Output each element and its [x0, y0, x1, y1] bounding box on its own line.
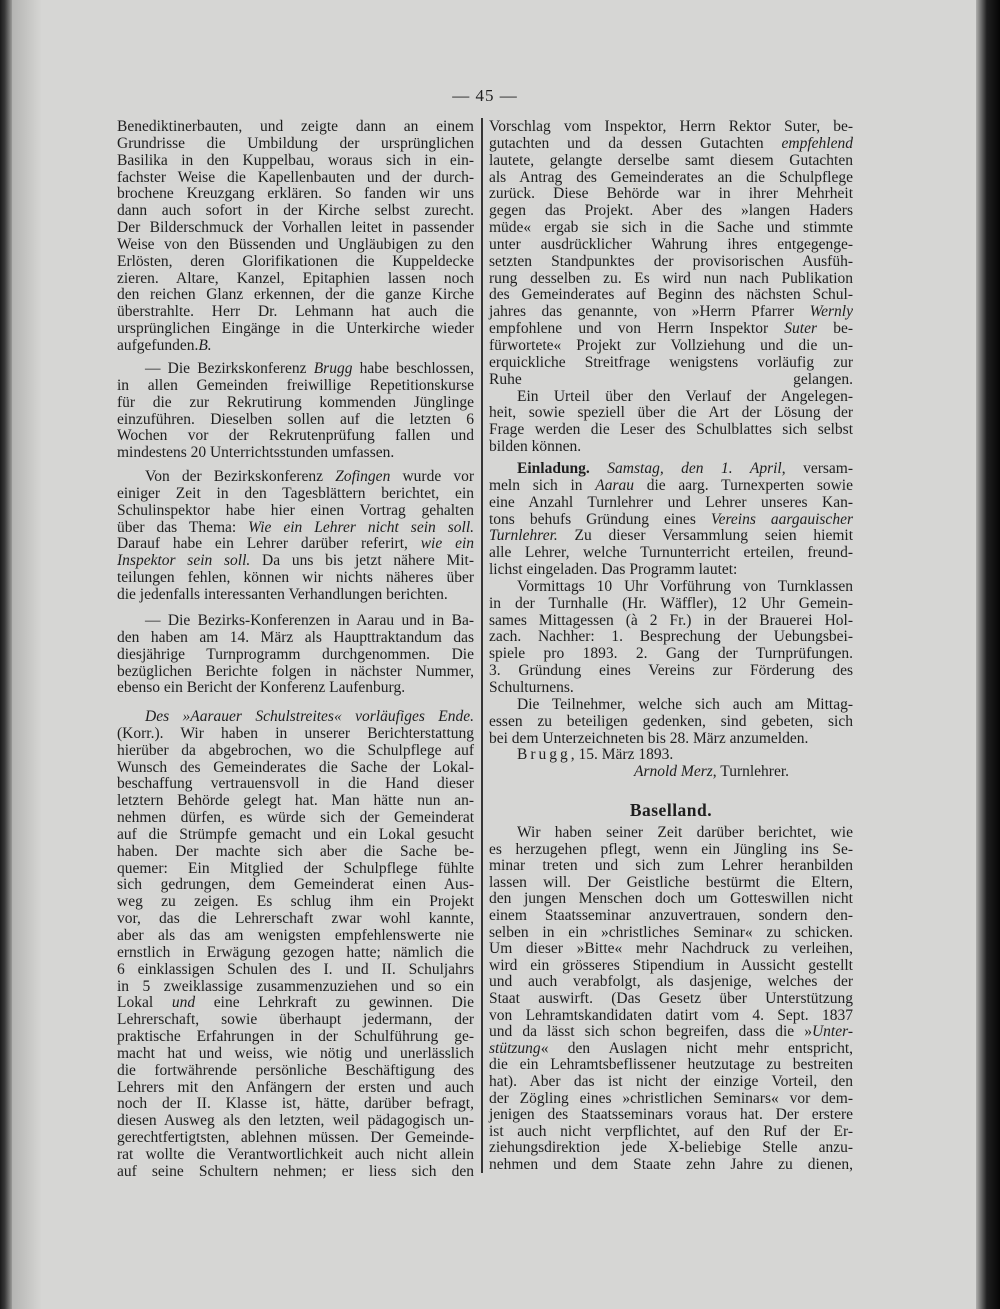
- text-run: auf seine Schultern nehmen; er liess sich den: [117, 1162, 474, 1180]
- text-run: Benediktinerbauten, und zeigte dann an einem: [117, 118, 474, 135]
- text-run: Die Teilnehmer, welche sich auch am Mittag-: [517, 695, 853, 713]
- text-run: hierüber da abgebrochen, wo die Schulpflege auf: [117, 741, 474, 759]
- text-run: es herzugehen pflegt, wenn ein Jüngling ins Se-: [489, 840, 853, 858]
- text-line: [489, 714, 853, 731]
- text-line: [489, 941, 853, 958]
- text-line: [489, 596, 853, 613]
- text-line: [489, 579, 853, 596]
- text-line: [117, 395, 474, 412]
- text-line: [117, 1096, 474, 1113]
- text-line: [489, 170, 853, 187]
- text-run: meln sich in: [489, 476, 596, 494]
- text-run: 6 einklassigen Schulen des I. und II. Schuljahrs: [117, 960, 474, 978]
- paragraph: [489, 119, 853, 456]
- text-run: Vorschlag vom Inspektor, Herrn Rektor Suter, be-: [489, 118, 853, 135]
- text-line: [117, 186, 474, 203]
- text-line: [117, 254, 474, 271]
- page-gutter-shadow: [12, 0, 42, 1309]
- place-name: Brugg: [517, 746, 571, 764]
- text-line: [117, 412, 474, 429]
- text-line: [489, 858, 853, 875]
- text-line: [489, 287, 853, 304]
- text-line: [117, 1029, 474, 1046]
- text-line: [489, 237, 853, 254]
- text-line: [117, 613, 474, 630]
- text-line: [117, 827, 474, 844]
- text-line: [489, 842, 853, 859]
- text-run: eine Lehrkraft zu gewinnen. Die: [195, 994, 474, 1012]
- text-run: überstrahlte. Herr Dr. Lehmann hat auch die: [117, 303, 474, 321]
- text-line: [117, 630, 474, 647]
- text-line: [117, 760, 474, 777]
- text-line: [117, 1147, 474, 1164]
- text-run: Vormittags 10 Uhr Vorführung von Turnklassen: [517, 577, 853, 595]
- text-line: [117, 361, 474, 378]
- text-run: auf die Strümpfe gemacht und ein Lokal gesucht: [117, 825, 474, 843]
- text-line: [489, 747, 853, 764]
- text-run: sames Mittagessen (à 2 Fr.) in der Brauerei Hol-: [489, 611, 853, 629]
- text-run: den jungen Menschen doch um Gotteswillen nicht: [489, 890, 853, 908]
- text-line: [117, 726, 474, 743]
- text-line: [117, 647, 474, 664]
- text-run: , Turnlehrer.: [712, 763, 790, 781]
- text-run: aufgefunden.: [117, 336, 199, 354]
- text-line: [117, 1164, 474, 1181]
- text-line: [489, 545, 853, 562]
- text-run: zach. Nachher: 1. Besprechung der Uebungsbei-: [489, 628, 853, 646]
- italic-text: B.: [198, 336, 212, 354]
- text-run: be-: [817, 320, 853, 338]
- text-line: [489, 731, 853, 748]
- paragraph: [117, 709, 474, 1181]
- text-line: [489, 680, 853, 697]
- text-run: dann auch sofort in der Kirche selbst zurecht.: [117, 202, 474, 220]
- text-line: [117, 203, 474, 220]
- text-line: [489, 136, 853, 153]
- text-line: [489, 958, 853, 975]
- text-run: , 15. März 1893.: [570, 746, 674, 764]
- text-run: gutachten und da dessen Gutachten: [489, 134, 782, 152]
- text-run: nehmen dürfen, es würde sich der Gemeinderat: [117, 809, 474, 827]
- text-run: Wochen vor der Rekrutenprüfung fallen und: [117, 427, 474, 445]
- text-line: [117, 810, 474, 827]
- paragraph: [489, 825, 853, 1173]
- text-run: ist auch nicht verpflichtet, auf den Ruf der Er-: [489, 1122, 853, 1140]
- paragraph: [117, 361, 474, 462]
- italic-text: Aarau: [595, 476, 634, 494]
- text-run: Ruhe gelangen.: [489, 370, 853, 388]
- column-divider: [481, 118, 483, 1173]
- italic-text: Brugg: [313, 360, 353, 377]
- text-line: [117, 1012, 474, 1029]
- text-run: rat wollte die Verantwortlichkeit auch nicht allein: [117, 1145, 474, 1163]
- text-line: [489, 220, 853, 237]
- text-run: in allen Gemeinden freiwillige Repetitionskurse: [117, 376, 474, 394]
- text-line: [489, 562, 853, 579]
- text-run: Schulturnens.: [489, 678, 574, 696]
- text-line: [117, 709, 474, 726]
- text-line: [489, 119, 853, 136]
- italic-text: wie ein: [420, 535, 475, 553]
- text-line: [489, 629, 853, 646]
- text-line: [489, 304, 853, 321]
- text-line: [117, 664, 474, 681]
- text-line: [489, 389, 853, 406]
- text-run: minar treten und sich zum Lehrer heranbilden: [489, 857, 853, 875]
- text-line: [489, 203, 853, 220]
- text-line: [117, 469, 474, 486]
- text-line: [489, 495, 853, 512]
- text-run: gerechtfertigtsten, ablehnen müssen. Der Gemeinde-: [117, 1129, 474, 1147]
- text-line: [117, 776, 474, 793]
- text-line: [117, 553, 474, 570]
- italic-text: Suter: [784, 320, 818, 338]
- italic-text: empfehlend: [781, 134, 853, 152]
- text-line: [489, 1157, 853, 1174]
- text-line: [117, 237, 474, 254]
- text-run: — Die Bezirkskonferenz: [145, 360, 314, 377]
- text-line: [117, 877, 474, 894]
- text-line: [117, 170, 474, 187]
- text-run: Von der Bezirkskonferenz: [145, 468, 336, 485]
- text-run: tons behufs Gründung eines: [489, 510, 711, 528]
- text-run: macht hat und weiss, wie nötig und unerlässlich: [117, 1044, 474, 1062]
- text-line: [489, 528, 853, 545]
- text-run: Wunsch des Gemeinderates die Sache der Lokal-: [117, 758, 474, 776]
- text-line: [489, 478, 853, 495]
- text-line: [489, 1091, 853, 1108]
- bold-text: Einladung.: [517, 460, 590, 477]
- text-run: praktische Erfahrungen in der Schulführung ge-: [117, 1028, 474, 1046]
- text-line: [117, 304, 474, 321]
- italic-text: Zofingen: [335, 468, 391, 485]
- text-run: habe beschlossen,: [352, 360, 474, 377]
- text-line: [489, 321, 853, 338]
- text-line: [117, 995, 474, 1012]
- text-line: [489, 1140, 853, 1157]
- text-run: die aarg. Turnexperten sowie: [634, 476, 853, 494]
- text-run: den reichen Glanz erkennen, der die ganze Kirche: [117, 286, 474, 304]
- text-run: — Die Bezirks-Konferenzen in Aarau und in Ba-: [145, 612, 474, 629]
- text-run: vor, das die Lehrerschaft zwar wohl kannte,: [117, 910, 474, 928]
- italic-text: Samstag, den 1. April: [607, 460, 782, 477]
- text-run: noch der II. Klasse ist, hätte, darüber befragt,: [117, 1095, 474, 1113]
- text-line: [489, 1124, 853, 1141]
- text-run: , versam-: [781, 460, 854, 477]
- text-run: teilungen fehlen, können wir nichts näheres über: [117, 569, 474, 587]
- text-line: [489, 254, 853, 271]
- text-line: [117, 136, 474, 153]
- scan-edge-right: [976, 0, 1000, 1309]
- page-number: — 45 —: [452, 86, 518, 105]
- section-heading: Baselland.: [629, 800, 713, 820]
- text-line: [117, 1113, 474, 1130]
- text-line: [117, 962, 474, 979]
- text-run: (Korr.). Wir haben in unserer Berichterstattung: [117, 724, 474, 742]
- text-run: müde« ergab sie sich in die Sache und stimmte: [489, 219, 853, 237]
- text-run: und auch verabfolgt, als dasjenige, welches der: [489, 973, 853, 991]
- text-run: in 5 zweiklassige zusammenzuziehen und so ein: [117, 977, 474, 995]
- text-run: Da uns bis jetzt nähere Mit-: [250, 552, 474, 570]
- text-run: ernstlich in Erwägung gezogen hatte; nämlich die: [117, 943, 474, 961]
- italic-text: stützung: [489, 1039, 541, 1057]
- text-line: [489, 372, 853, 389]
- text-run: Lokal: [117, 994, 172, 1012]
- text-run: ziehungsdirektion jede X-beliebige Stelle anzu-: [489, 1139, 853, 1157]
- text-line: [117, 271, 474, 288]
- text-line: [489, 663, 853, 680]
- text-run: bei dem Unterzeichneten bis 28. März anzumelden.: [489, 729, 809, 747]
- text-line: [117, 793, 474, 810]
- text-run: von Lehramtskandidaten datirt vom 4. Sept. 1837: [489, 1006, 853, 1024]
- text-run: als Antrag des Gemeinderates an die Schulpflege: [489, 168, 853, 186]
- text-line: [117, 428, 474, 445]
- text-line: [117, 894, 474, 911]
- text-line: [117, 220, 474, 237]
- text-run: und da lässt sich schon begreifen, dass die »: [489, 1023, 812, 1041]
- text-run: lautete, gelangte derselbe samt diesem Gutachten: [489, 151, 853, 169]
- text-run: brochene Kreuzgang erklären. So fanden wir uns: [117, 185, 474, 203]
- text-line: [489, 405, 853, 422]
- text-run: 3. Gründung eines Vereins zur Förderung des: [489, 662, 853, 680]
- text-run: letztern Behörde gelegt hat. Man hätte nun an-: [117, 792, 474, 810]
- text-run: über das Thema:: [117, 518, 249, 536]
- italic-text: Inspektor sein soll.: [117, 552, 251, 570]
- text-line: [489, 422, 853, 439]
- text-line: [117, 928, 474, 945]
- text-line: [117, 503, 474, 520]
- text-run: zurück. Diese Behörde war in ihrer Mehrheit: [489, 185, 853, 203]
- text-run: Zu dieser Versammlung seien hiemit: [557, 527, 853, 545]
- text-line: [489, 646, 853, 663]
- text-run: [590, 460, 607, 477]
- text-run: Ein Urteil über den Verlauf der Angelegen-: [517, 387, 853, 405]
- text-line: [489, 764, 853, 781]
- text-line: [117, 1080, 474, 1097]
- text-run: bilden können.: [489, 438, 582, 456]
- text-run: aber als das am wenigsten empfehlenswerte nie: [117, 926, 474, 944]
- text-line: [117, 119, 474, 136]
- text-line: [117, 486, 474, 503]
- paragraph: [489, 461, 853, 781]
- text-run: zieren. Altare, Kanzel, Epitaphien lassen noch: [117, 269, 474, 287]
- text-run: wurde vor: [390, 468, 474, 485]
- text-run: eine Anzahl Turnlehrer und Lehrer unseres Kan-: [489, 493, 853, 511]
- text-line: [117, 287, 474, 304]
- text-line: [489, 153, 853, 170]
- text-run: sich gedrungen, dem Gemeinderat einen Aus-: [117, 876, 474, 894]
- italic-text: Unter-: [811, 1023, 853, 1041]
- text-line: [489, 355, 853, 372]
- text-run: essen zu beteiligen gedenken, sind gebeten, sich: [489, 712, 853, 730]
- italic-text: Des »Aarauer Schulstreites« vorläufiges Ende.: [145, 708, 474, 725]
- text-line: [117, 743, 474, 760]
- text-line: [489, 271, 853, 288]
- text-run: Frage werden die Leser des Schulblattes sich selbst: [489, 421, 853, 439]
- text-line: [117, 1046, 474, 1063]
- text-run: Lehrerschaft, sowie überhaupt jedermann, der: [117, 1011, 474, 1029]
- text-run: in der Turnhalle (Hr. Wäffler), 12 Uhr Gemein-: [489, 594, 853, 612]
- text-line: [489, 925, 853, 942]
- text-run: wird ein grösseres Stipendium in Aussicht gestellt: [489, 956, 853, 974]
- text-run: unter ausdrücklicher Wahrung ihres entgegenge-: [489, 235, 853, 253]
- text-line: [489, 1041, 853, 1058]
- text-line: [117, 445, 474, 462]
- text-run: haben. Der machte sich aber die Sache be-: [117, 842, 474, 860]
- text-line: [489, 338, 853, 355]
- text-run: einzuführen. Dieselben sollen auf die letzten 6: [117, 410, 474, 428]
- text-line: [117, 911, 474, 928]
- text-run: bezüglichen Berichte folgen in nächster Nummer,: [117, 662, 474, 680]
- text-run: selben in ein »christliches Seminar« zu schicken.: [489, 923, 853, 941]
- text-run: ursprünglichen Eingänge in die Unterkirche wieder: [117, 320, 474, 338]
- scan-edge-left: [0, 0, 12, 1309]
- text-line: [117, 861, 474, 878]
- text-line: [489, 1107, 853, 1124]
- text-line: [117, 945, 474, 962]
- text-run: hat). Aber das ist nicht der einzige Vorteil, den: [489, 1072, 853, 1090]
- text-run: empfohlene und von Herrn Inspektor: [489, 320, 785, 338]
- text-line: [489, 439, 853, 456]
- text-line: [489, 891, 853, 908]
- text-run: Weise von den Büssenden und Ungläubigen zu den: [117, 235, 474, 253]
- text-line: [489, 697, 853, 714]
- text-run: beschaffung vertrauensvoll in die Hand dieser: [117, 775, 474, 793]
- text-run: für die zur Rekrutirung kommenden Jünglinge: [117, 393, 474, 411]
- text-run: fachster Weise die Kapellenbauten und der durch-: [117, 168, 474, 186]
- text-run: diesen Ausweg als den letzten, weil pädagogisch un-: [117, 1112, 474, 1130]
- text-line: [489, 1024, 853, 1041]
- text-run: jahres das genannte, von »Herrn Pfarrer: [489, 303, 810, 321]
- text-line: [117, 570, 474, 587]
- text-run: rung desselben zu. Es wird nun nach Publikation: [489, 269, 853, 287]
- text-line: [117, 321, 474, 338]
- text-run: spiele pro 1893. 2. Gang der Turnprüfungen.: [489, 645, 853, 663]
- text-run: einiger Zeit in den Tagesblättern berichtet, ein: [117, 484, 474, 502]
- italic-text: Arnold Merz: [634, 763, 713, 781]
- paragraph: [117, 469, 474, 604]
- text-line: [117, 1063, 474, 1080]
- text-line: [117, 520, 474, 537]
- text-run: mindestens 20 Unterrichtsstunden umfassen.: [117, 444, 395, 462]
- text-line: [117, 680, 474, 697]
- text-run: den haben am 14. März als Haupttraktandum das: [117, 628, 474, 646]
- text-run: die fortwährende persönliche Beschäftigung des: [117, 1061, 474, 1079]
- text-run: nehmen und dem Staate zehn Jahre zu dienen,: [489, 1155, 853, 1173]
- text-run: diesjährige Turnprogramm durchgenommen. Die: [117, 645, 474, 663]
- text-line: [489, 1008, 853, 1025]
- text-line: [117, 378, 474, 395]
- text-run: setzten Standpunktes der provisorischen Ausfüh-: [489, 252, 853, 270]
- text-line: [489, 875, 853, 892]
- italic-text: Vereins aargauischer: [710, 510, 853, 528]
- text-run: erquickliche Streitfrage wenigstens vorläufig zur: [489, 353, 853, 371]
- text-run: Staat auswirft. (Das Gesetz über Unterstützung: [489, 989, 853, 1007]
- text-run: alle Lehrer, welche Turnunterricht erteilen, freund-: [489, 544, 853, 562]
- text-run: Wir haben seiner Zeit darüber berichtet, wie: [517, 824, 853, 841]
- text-line: [489, 825, 853, 842]
- text-run: der Zögling eines »christlichen Seminars« vor dem-: [489, 1089, 853, 1107]
- text-run: heit, sowie speziell über die Art der Lösung der: [489, 404, 853, 422]
- text-run: einem Staatsseminar anzuvertrauen, sondern den-: [489, 906, 853, 924]
- text-line: [489, 1057, 853, 1074]
- text-line: [489, 1074, 853, 1091]
- text-run: fürwortete« Projekt zur Vollziehung und die un-: [489, 336, 853, 354]
- text-run: Der Bilderschmuck der Vorhallen leitet in passender: [117, 219, 474, 237]
- text-line: [117, 1130, 474, 1147]
- paragraph: [117, 613, 474, 697]
- text-line: [489, 908, 853, 925]
- text-line: [117, 153, 474, 170]
- text-run: lichst eingeladen. Das Programm lautet:: [489, 561, 738, 579]
- text-line: [489, 974, 853, 991]
- text-line: [117, 338, 474, 355]
- italic-text: Wernly: [809, 303, 853, 321]
- text-run: Lehrers mit den Anfängern der ersten und auch: [117, 1078, 474, 1096]
- text-run: Erlösten, deren Glorifikationen die Kuppeldecke: [117, 252, 474, 270]
- text-line: [117, 587, 474, 604]
- text-run: die ein Lehramtsbeflissener heutzutage zu bestreiten: [489, 1056, 853, 1074]
- text-run: Um dieser »Bitte« mehr Nachdruck zu verleihen,: [489, 940, 853, 958]
- text-run: gegen das Projekt. Aber des »langen Haders: [489, 202, 853, 220]
- text-run: Grundrisse die Umbildung der ursprünglichen: [117, 134, 474, 152]
- text-run: Darauf habe ein Lehrer darüber referirt,: [117, 535, 421, 553]
- text-run: « den Auslagen nicht mehr entspricht,: [540, 1039, 853, 1057]
- text-line: [489, 186, 853, 203]
- text-run: lassen will. Der Geistliche bestürmt die Eltern,: [489, 873, 853, 891]
- text-run: Basilika in den Kuppelbau, woraus sich in ein-: [117, 151, 474, 169]
- text-run: Schulinspektor habe hier einen Vortrag gehalten: [117, 501, 474, 519]
- text-line: [489, 512, 853, 529]
- text-line: [489, 991, 853, 1008]
- text-line: [117, 979, 474, 996]
- text-run: des Gemeinderates auf Beginn des nächsten Schul-: [489, 286, 853, 304]
- text-run: weg zu zeigen. Es schlug ihm ein Projekt: [117, 893, 474, 911]
- text-line: [117, 536, 474, 553]
- text-line: [489, 461, 853, 478]
- italic-text: und: [171, 994, 196, 1012]
- text-line: [117, 844, 474, 861]
- italic-text: Wie ein Lehrer nicht sein soll.: [248, 518, 474, 536]
- text-run: quemer: Ein Mitglied der Schulpflege fühlte: [117, 859, 474, 877]
- paragraph: [117, 119, 474, 355]
- text-line: [489, 613, 853, 630]
- text-run: die jedenfalls interessanten Verhandlungen berichten.: [117, 585, 448, 603]
- text-run: jenigen des Staatsseminars voraus hat. Der erstere: [489, 1106, 853, 1124]
- italic-text: Turnlehrer.: [489, 527, 558, 545]
- text-run: ebenso ein Bericht der Konferenz Laufenburg.: [117, 679, 406, 697]
